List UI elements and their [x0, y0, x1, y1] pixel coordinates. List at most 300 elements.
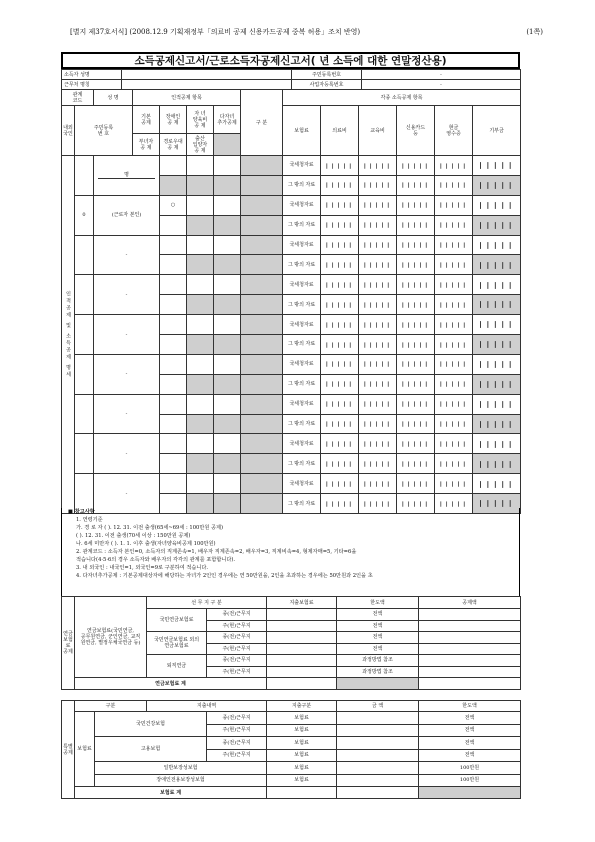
female-cell[interactable] [160, 175, 187, 195]
disabled-cell[interactable] [187, 275, 214, 295]
amount-cell[interactable] [321, 295, 359, 315]
amount-cell[interactable] [435, 235, 473, 255]
special-amount-cell[interactable] [337, 762, 419, 775]
name-header: 성 명 [94, 90, 133, 106]
amount-cell[interactable] [397, 414, 435, 434]
gray-cell [241, 215, 283, 235]
notes-heading: ■ 참고사항 [68, 509, 95, 515]
special-detail: 종(전)근무지 [207, 712, 267, 725]
amount-cell[interactable] [435, 335, 473, 355]
female-cell[interactable] [160, 295, 187, 315]
amount-cell[interactable] [397, 275, 435, 295]
elderly-cell[interactable] [187, 454, 214, 474]
pension-group: 국민연금보험료 [147, 609, 207, 632]
disabled-cell[interactable] [187, 235, 214, 255]
amount-cell[interactable] [473, 315, 521, 335]
type-cell: 국세청자료 [283, 434, 321, 454]
multi-child-cell[interactable] [241, 275, 283, 295]
amount-cell[interactable] [473, 156, 521, 176]
type-cell: 국세청자료 [283, 275, 321, 295]
special-total-type [267, 787, 337, 799]
amount-cell[interactable] [435, 255, 473, 275]
elderly-header: 경로우대 공 제 [160, 134, 187, 156]
special-type: 보험료 [267, 749, 337, 762]
table-row [62, 394, 521, 414]
type-cell: 국세청자료 [283, 235, 321, 255]
type-cell: 국세청자료 [283, 474, 321, 494]
special-detail: 주(현)근무지 [207, 724, 267, 737]
child-care-cell[interactable] [214, 156, 241, 176]
resident-no-cell[interactable]: - [94, 315, 160, 355]
special-sub: 장애인전용보장성보험 [95, 774, 267, 787]
elderly-cell[interactable] [187, 335, 214, 355]
type-cell: 그 밖의 자료 [283, 255, 321, 275]
amount-cell[interactable] [473, 295, 521, 315]
nationality-cell[interactable] [75, 315, 94, 355]
child-care-cell[interactable] [214, 195, 241, 215]
birth-cell[interactable] [214, 175, 241, 195]
form-title: 소득공제신고서/근로소득자공제신고서( 년 소득에 대한 연말정산용) [61, 52, 520, 69]
birth-cell[interactable] [214, 295, 241, 315]
amount-cell[interactable] [321, 175, 359, 195]
gray-cell [241, 255, 283, 275]
amount-cell[interactable] [321, 255, 359, 275]
special-amount-cell[interactable] [337, 749, 419, 762]
amount-cell[interactable] [473, 434, 521, 454]
pension-sub: 주(현)근무지 [207, 620, 267, 632]
birth-cell[interactable] [214, 374, 241, 394]
disabled-cell[interactable] [187, 195, 214, 215]
special-type: 보험료 [267, 737, 337, 750]
amount-cell[interactable] [321, 235, 359, 255]
multi-child-header: 다자녀 추가공제 [214, 106, 241, 134]
nationality-cell[interactable] [75, 275, 94, 315]
deduction-table [61, 89, 521, 514]
special-sub: 일반보장성보험 [95, 762, 267, 775]
resident-no-cell[interactable]: - [94, 474, 160, 514]
amount-cell[interactable] [435, 195, 473, 215]
amount-cell[interactable] [435, 354, 473, 374]
basic-cell[interactable] [160, 275, 187, 295]
amount-cell[interactable] [359, 394, 397, 414]
medical-header: 의료비 [321, 106, 359, 156]
nationality-cell[interactable] [75, 354, 94, 394]
note-line: 적습니다(4·5·6의 경우 소득자와 배우자의 각각의 관계를 포함합니다). [76, 557, 236, 563]
special-limit: 100만원 [419, 762, 521, 775]
multi-child-cell[interactable] [241, 394, 283, 414]
nationality-cell[interactable] [75, 434, 94, 474]
birth-cell[interactable] [214, 335, 241, 355]
disabled-cell[interactable] [187, 354, 214, 374]
nationality-cell[interactable] [75, 394, 94, 434]
id-field[interactable]: - [362, 70, 521, 80]
amount-cell[interactable] [359, 374, 397, 394]
special-type: 보험료 [267, 724, 337, 737]
child-care-cell[interactable] [214, 354, 241, 374]
special-limit-header: 한도액 [419, 701, 521, 712]
amount-cell[interactable] [359, 315, 397, 335]
amount-cell[interactable] [359, 156, 397, 176]
id-label: 주민등록번호 [292, 70, 362, 80]
amount-cell[interactable] [473, 394, 521, 414]
pension-total-label: 연금보험료 계 [75, 678, 267, 690]
child-care-cell[interactable] [214, 315, 241, 335]
pension-amount-cell[interactable] [419, 609, 521, 621]
amount-cell[interactable] [321, 315, 359, 335]
form-reference: [별지 제37호서식] (2008.12.9 기획재정부「의료비 공제 신용카드공제 중복 허용」조치 반영) [70, 28, 361, 36]
type-header: 구 분 [241, 90, 283, 156]
amount-cell[interactable] [435, 215, 473, 235]
pension-amount-cell[interactable] [419, 666, 521, 678]
amount-cell[interactable] [397, 335, 435, 355]
special-type: 보험료 [267, 774, 337, 787]
pension-paid-cell[interactable] [267, 655, 337, 667]
side-label: 인적공제 및 소득공제 명세 [62, 156, 75, 514]
basic-cell[interactable] [160, 354, 187, 374]
birth-cell[interactable] [214, 454, 241, 474]
amount-cell[interactable] [473, 195, 521, 215]
amount-cell[interactable] [359, 195, 397, 215]
pension-total-paid[interactable] [267, 678, 337, 690]
pension-sub: 종(전)근무지 [207, 632, 267, 644]
amount-cell[interactable] [321, 434, 359, 454]
table-row [62, 474, 521, 494]
amount-cell[interactable] [321, 335, 359, 355]
amount-cell[interactable] [359, 434, 397, 454]
amount-cell[interactable] [473, 354, 521, 374]
cash-receipt-header: 현금 영수증 [435, 106, 473, 156]
type-cell: 그 밖의 자료 [283, 175, 321, 195]
child-care-cell[interactable] [214, 434, 241, 454]
elderly-cell[interactable] [187, 175, 214, 195]
gray-cell [241, 374, 283, 394]
amount-cell[interactable] [397, 434, 435, 454]
amount-cell[interactable] [359, 335, 397, 355]
resident-no-cell[interactable]: - [94, 235, 160, 275]
relation-header: 관계 코드 [62, 90, 94, 106]
amount-cell[interactable] [397, 295, 435, 315]
disabled-cell[interactable] [187, 156, 214, 176]
type-cell: 국세청자료 [283, 315, 321, 335]
amount-cell[interactable] [473, 175, 521, 195]
special-type-header: 지출구분 [267, 701, 337, 712]
pension-group: 국민연금보험료 외의 연금보험료 [147, 632, 207, 655]
name-cell-text: 명 [98, 172, 155, 179]
amount-cell[interactable] [435, 295, 473, 315]
amount-cell[interactable] [359, 215, 397, 235]
resident-no-cell[interactable]: - [94, 434, 160, 474]
amount-cell[interactable] [473, 414, 521, 434]
pension-limit: 과정방법 참조 [337, 666, 419, 678]
pension-table [61, 596, 521, 690]
child-care-cell[interactable] [214, 474, 241, 494]
amount-cell[interactable] [397, 374, 435, 394]
multi-child-cell[interactable] [241, 195, 283, 215]
special-amount-cell[interactable] [337, 774, 419, 787]
amount-cell[interactable] [359, 235, 397, 255]
special-detail: 주(현)근무지 [207, 749, 267, 762]
company-field[interactable] [122, 80, 292, 90]
basic-cell[interactable]: ○ [160, 195, 187, 215]
amount-cell[interactable] [435, 374, 473, 394]
multi-child-cell[interactable] [241, 156, 283, 176]
disabled-cell[interactable] [187, 315, 214, 335]
type-cell: 그 밖의 자료 [283, 454, 321, 474]
child-care-cell[interactable] [214, 235, 241, 255]
resident-no-cell[interactable]: - [94, 354, 160, 394]
special-total-label: 보험료 계 [75, 787, 267, 799]
type-cell: 그 밖의 자료 [283, 295, 321, 315]
amount-cell[interactable] [359, 175, 397, 195]
special-amount-cell[interactable] [337, 737, 419, 750]
amount-cell[interactable] [397, 474, 435, 494]
amount-cell[interactable] [473, 474, 521, 494]
pension-amount-header: 공제액 [419, 597, 521, 609]
amount-cell[interactable] [359, 295, 397, 315]
type-cell: 그 밖의 자료 [283, 374, 321, 394]
female-cell[interactable] [160, 215, 187, 235]
pension-sub: 종(전)근무지 [207, 655, 267, 667]
amount-cell[interactable] [397, 195, 435, 215]
table-row [62, 195, 521, 215]
multi-child-cell[interactable] [241, 235, 283, 255]
amount-cell[interactable] [321, 474, 359, 494]
multi-child-cell[interactable] [241, 354, 283, 374]
birth-cell[interactable] [214, 215, 241, 235]
notes-section [61, 508, 520, 596]
pension-group: 퇴직연금 [147, 655, 207, 678]
amount-cell[interactable] [435, 454, 473, 474]
note-line: ( ). 12. 31. 이전 출생(70세 이상 : 150만원 공제) [76, 533, 191, 539]
note-line: 3. 내 외국인 : 내국인=1, 외국인=9로 구분하여 적습니다. [76, 565, 209, 571]
amount-cell[interactable] [435, 175, 473, 195]
amount-cell[interactable] [435, 275, 473, 295]
pension-sub: 종(전)근무지 [207, 609, 267, 621]
special-ded-header: 각종 소득공제 항목 [283, 90, 521, 106]
pension-paid-cell[interactable] [267, 620, 337, 632]
amount-cell[interactable] [321, 394, 359, 414]
nationality-header: 내외 국인 [62, 106, 75, 156]
birth-cell[interactable] [214, 414, 241, 434]
amount-cell[interactable] [397, 394, 435, 414]
special-amount-cell[interactable] [337, 712, 419, 725]
pension-sub: 주(현)근무지 [207, 643, 267, 655]
note-line: 가. 경 로 자 ( ). 12. 31. 이전 출생(65세~69세 : 100만원 공제) [76, 525, 224, 531]
special-total-limit [419, 787, 521, 799]
amount-cell[interactable] [359, 354, 397, 374]
amount-cell[interactable] [473, 215, 521, 235]
company-label: 근무처 명칭 [62, 80, 122, 90]
amount-cell[interactable] [435, 434, 473, 454]
table-row [62, 354, 521, 374]
amount-cell[interactable] [473, 275, 521, 295]
type-cell: 국세청자료 [283, 394, 321, 414]
amount-cell[interactable] [321, 354, 359, 374]
info-table [61, 69, 521, 90]
female-cell[interactable] [160, 454, 187, 474]
birth-header: 출산 입양자 공 제 [187, 134, 214, 156]
amount-cell[interactable] [473, 235, 521, 255]
special-row [62, 774, 521, 787]
amount-cell[interactable] [473, 374, 521, 394]
amount-cell[interactable] [359, 255, 397, 275]
multi-child-cell[interactable] [241, 434, 283, 454]
amount-cell[interactable] [359, 275, 397, 295]
basic-cell[interactable] [160, 315, 187, 335]
pension-limit-header: 한도액 [337, 597, 419, 609]
special-type: 보험료 [267, 712, 337, 725]
pension-total-amount[interactable] [419, 678, 521, 690]
pension-side-label: 연금 보험료 공제 [62, 597, 75, 690]
amount-cell[interactable] [359, 474, 397, 494]
pension-type-header: 선 무 지 구 분 [147, 597, 267, 609]
amount-cell[interactable] [435, 156, 473, 176]
disabled-cell[interactable] [187, 394, 214, 414]
birth-cell[interactable] [214, 255, 241, 275]
special-row [62, 712, 521, 725]
female-cell[interactable] [160, 255, 187, 275]
amount-cell[interactable] [321, 156, 359, 176]
special-limit: 전액 [419, 712, 521, 725]
amount-cell[interactable] [397, 235, 435, 255]
amount-cell[interactable] [321, 275, 359, 295]
multi-child-cell[interactable] [241, 315, 283, 335]
special-sub: 고용보험 [95, 737, 207, 762]
pension-paid-header: 지출보험료 [267, 597, 337, 609]
special-total-amount[interactable] [337, 787, 419, 799]
female-cell[interactable] [160, 335, 187, 355]
female-cell[interactable] [160, 414, 187, 434]
pension-limit: 전액 [337, 609, 419, 621]
multi-child-cell[interactable] [241, 474, 283, 494]
gray-cell [241, 295, 283, 315]
special-kind-header: 구분 [75, 701, 147, 712]
education-header: 교육비 [359, 106, 397, 156]
type-cell: 그 밖의 자료 [283, 414, 321, 434]
bizno-label: 사업자등록번호 [292, 80, 362, 90]
disabled-header: 장애인 공 제 [160, 106, 187, 134]
amount-cell[interactable] [321, 454, 359, 474]
pension-amount-cell[interactable] [419, 643, 521, 655]
bizno-field[interactable]: - [362, 80, 521, 90]
female-cell[interactable] [160, 374, 187, 394]
elderly-cell[interactable] [187, 255, 214, 275]
elderly-cell[interactable] [187, 295, 214, 315]
child-care-cell[interactable] [214, 394, 241, 414]
pension-limit: 전액 [337, 632, 419, 644]
amount-cell[interactable] [321, 374, 359, 394]
pension-limit: 전액 [337, 620, 419, 632]
disabled-cell[interactable] [187, 474, 214, 494]
amount-cell[interactable] [397, 315, 435, 335]
amount-cell[interactable] [397, 255, 435, 275]
gray-cell [241, 454, 283, 474]
amount-cell[interactable] [473, 335, 521, 355]
special-detail-header: 지출내역 [147, 701, 267, 712]
amount-cell[interactable] [321, 195, 359, 215]
special-group: 보험료 [75, 712, 95, 787]
insurance-header: 보험료 [283, 106, 321, 156]
amount-cell[interactable] [321, 414, 359, 434]
amount-cell[interactable] [473, 454, 521, 474]
amount-cell[interactable] [359, 414, 397, 434]
amount-cell[interactable] [473, 255, 521, 275]
gray-cell [241, 414, 283, 434]
resident-no-cell[interactable]: - [94, 275, 160, 315]
amount-cell[interactable] [435, 315, 473, 335]
pension-total-limit [337, 678, 419, 690]
elderly-cell[interactable] [187, 215, 214, 235]
child-care-cell[interactable] [214, 275, 241, 295]
special-amount-cell[interactable] [337, 724, 419, 737]
resident-no-cell[interactable]: (근로자 본인) [94, 195, 160, 235]
basic-cell[interactable] [160, 474, 187, 494]
nationality-cell[interactable] [75, 235, 94, 275]
nationality-cell[interactable] [75, 156, 94, 196]
amount-cell[interactable] [435, 474, 473, 494]
basic-cell[interactable] [160, 434, 187, 454]
female-header: 부녀자 공 제 [133, 134, 160, 156]
amount-cell[interactable] [435, 414, 473, 434]
table-row [62, 434, 521, 454]
nationality-cell[interactable]: 0 [75, 195, 94, 235]
table-row [62, 315, 521, 335]
pension-left-label: 연금보험료(국민연금, 공무원연금, 군인연금, 교직 원연금, 별정우체국연금 등) [75, 597, 147, 678]
amount-cell[interactable] [359, 454, 397, 474]
pension-limit: 과정방법 참조 [337, 655, 419, 667]
note-line: 4. 다자녀추가공제 : 기본공제대상자에 해당하는 자녀가 2인인 경우에는 연 50만원을, 2인을 초과하는 경우에는 50만원과 2인을 초 [76, 573, 373, 579]
type-cell: 국세청자료 [283, 195, 321, 215]
basic-cell[interactable] [160, 394, 187, 414]
amount-cell[interactable] [397, 175, 435, 195]
type-cell: 국세청자료 [283, 156, 321, 176]
basic-cell[interactable] [160, 235, 187, 255]
type-cell: 그 밖의 자료 [283, 215, 321, 235]
basic-header: 기본 공제 [133, 106, 160, 134]
amount-cell[interactable] [397, 454, 435, 474]
pension-paid-cell[interactable] [267, 609, 337, 621]
pension-paid-cell[interactable] [267, 632, 337, 644]
elderly-cell[interactable] [187, 374, 214, 394]
pension-amount-cell[interactable] [419, 632, 521, 644]
pension-amount-cell[interactable] [419, 620, 521, 632]
special-table [61, 700, 521, 799]
amount-cell[interactable] [397, 215, 435, 235]
resident-no-cell[interactable] [94, 156, 160, 196]
amount-cell[interactable] [321, 215, 359, 235]
pension-amount-cell[interactable] [419, 655, 521, 667]
special-limit: 전액 [419, 724, 521, 737]
pension-paid-cell[interactable] [267, 643, 337, 655]
type-cell: 그 밖의 자료 [283, 335, 321, 355]
basic-cell[interactable] [160, 156, 187, 176]
elderly-cell[interactable] [187, 414, 214, 434]
amount-cell[interactable] [435, 394, 473, 414]
amount-cell[interactable] [397, 354, 435, 374]
amount-cell[interactable] [397, 156, 435, 176]
resident-no-cell[interactable]: - [94, 394, 160, 434]
table-row [62, 156, 521, 176]
name-field[interactable] [122, 70, 292, 80]
name-label: 소득자 성명 [62, 70, 122, 80]
pension-paid-cell[interactable] [267, 666, 337, 678]
disabled-cell[interactable] [187, 434, 214, 454]
special-limit: 전액 [419, 749, 521, 762]
special-row [62, 737, 521, 750]
special-limit: 100만원 [419, 774, 521, 787]
gray-header-cell [214, 134, 241, 156]
child-care-header: 자 녀 양육비 공 제 [187, 106, 214, 134]
